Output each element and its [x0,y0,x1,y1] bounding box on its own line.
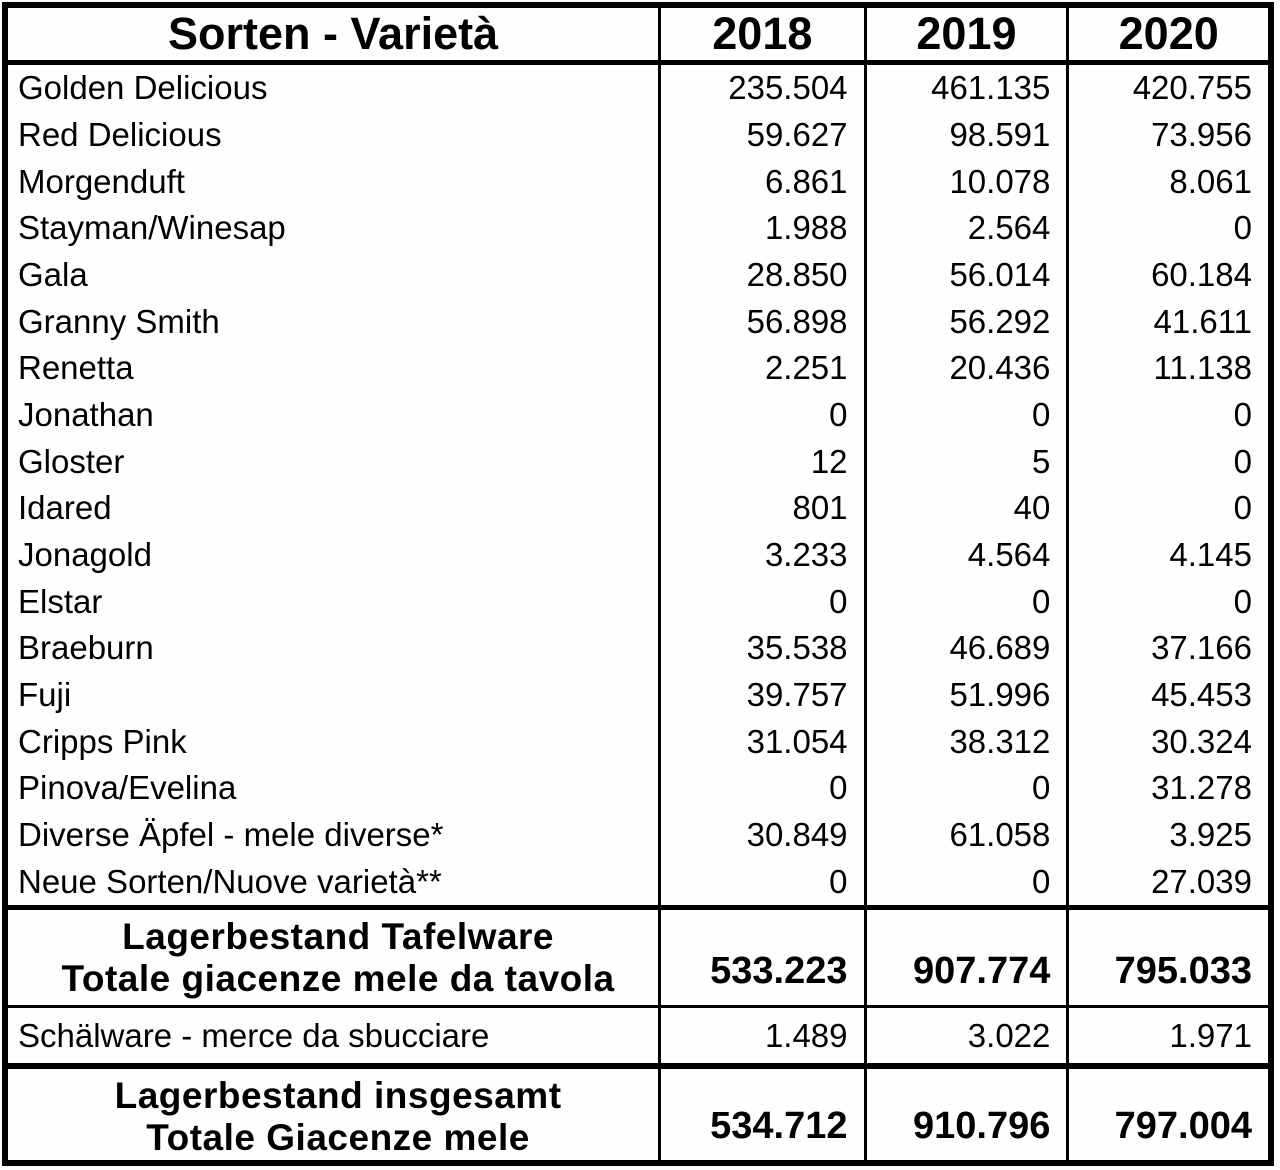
value-2020: 27.039 [1066,858,1268,905]
value-2018: 0 [658,392,863,439]
value-2018: 31.054 [658,718,863,765]
value-2019: 5 [864,438,1067,485]
apple-storage-table [2,2,1274,1166]
table-row [8,485,1268,532]
table-row [8,392,1268,439]
table-row [8,718,1268,765]
variety-name: Granny Smith [18,302,220,340]
value-2018: 28.850 [658,252,863,299]
variety-name: Gala [18,256,88,294]
variety-name: Jonagold [18,536,152,574]
value-2019: 56.014 [864,252,1067,299]
total-insgesamt-2020: 797.004 [1066,1069,1268,1160]
variety-name: Golden Delicious [18,69,268,107]
value-2019: 61.058 [864,812,1067,859]
value-2019: 98.591 [864,112,1067,159]
variety-name: Gloster [18,442,125,480]
variety-name: Elstar [18,582,103,620]
value-2019: 4.564 [864,532,1067,579]
value-2020: 420.755 [1066,65,1268,112]
value-2019: 20.436 [864,345,1067,392]
value-2018: 801 [658,485,863,532]
total-tafelware-label-de: Lagerbestand Tafelware [122,916,554,957]
variety-name: Idared [18,489,112,527]
schaelware-name: Schälware - merce da sbucciare [18,1016,490,1054]
value-2018: 39.757 [658,672,863,719]
value-2019: 51.996 [864,672,1067,719]
value-2020: 41.611 [1066,298,1268,345]
variety-name: Red Delicious [18,116,222,153]
table-row [8,532,1268,579]
value-2018: 1.988 [658,205,863,252]
value-2020: 3.925 [1066,812,1268,859]
value-2019: 461.135 [864,65,1067,112]
variety-name: Jonathan [18,396,154,434]
value-2020: 45.453 [1066,672,1268,719]
header-2019: 2019 [864,8,1067,60]
table-row [8,158,1268,205]
variety-name: Braeburn [18,629,154,667]
total-tafelware-row [8,905,1268,1005]
value-2020: 0 [1066,438,1268,485]
value-2020: 0 [1066,485,1268,532]
value-2018: 2.251 [658,345,863,392]
value-2019: 0 [864,578,1067,625]
value-2020: 0 [1066,205,1268,252]
table-row [8,205,1268,252]
variety-name: Pinova/Evelina [18,769,237,807]
total-tafelware-2019: 907.774 [864,910,1067,1005]
value-2020: 8.061 [1066,158,1268,205]
table-row [8,252,1268,299]
value-2019: 46.689 [864,625,1067,672]
variety-name: Renetta [18,349,134,387]
value-2019: 0 [864,392,1067,439]
value-2018: 0 [658,858,863,905]
variety-name: Cripps Pink [18,722,187,760]
value-2019: 0 [864,765,1067,812]
table-body [8,65,1268,905]
value-2018: 30.849 [658,812,863,859]
value-2018: 56.898 [658,298,863,345]
total-insgesamt-labels [8,1069,658,1160]
table-row [8,112,1268,159]
table-row [8,858,1268,905]
header-variety: Sorten - Varietà [168,8,499,59]
variety-name: Stayman/Winesap [18,209,286,247]
value-2018: 0 [658,765,863,812]
value-2018: 35.538 [658,625,863,672]
header-2018: 2018 [658,8,863,60]
total-insgesamt-2019: 910.796 [864,1069,1067,1160]
value-2018: 0 [658,578,863,625]
value-2019: 2.564 [864,205,1067,252]
value-2019: 10.078 [864,158,1067,205]
value-2019: 38.312 [864,718,1067,765]
schaelware-2018: 1.489 [658,1008,863,1063]
value-2018: 3.233 [658,532,863,579]
value-2020: 11.138 [1066,345,1268,392]
total-tafelware-label-it: Totale giacenze mele da tavola [61,958,615,999]
schaelware-row [8,1005,1268,1063]
value-2019: 0 [864,858,1067,905]
value-2020: 37.166 [1066,625,1268,672]
total-insgesamt-label-it: Totale Giacenze mele [146,1117,530,1158]
value-2018: 6.861 [658,158,863,205]
value-2020: 4.145 [1066,532,1268,579]
value-2018: 12 [658,438,863,485]
schaelware-2020: 1.971 [1066,1008,1268,1063]
schaelware-2019: 3.022 [864,1008,1067,1063]
table-row [8,672,1268,719]
table-header-row [8,8,1268,65]
table-row [8,578,1268,625]
value-2019: 40 [864,485,1067,532]
table-row [8,298,1268,345]
total-tafelware-2018: 533.223 [658,910,863,1005]
table-row [8,625,1268,672]
value-2019: 56.292 [864,298,1067,345]
value-2020: 30.324 [1066,718,1268,765]
total-tafelware-2020: 795.033 [1066,910,1268,1005]
variety-name: Neue Sorten/Nuove varietà** [18,862,442,900]
variety-name: Fuji [18,676,72,714]
total-insgesamt-2018: 534.712 [658,1069,863,1160]
table-row [8,438,1268,485]
table-row [8,765,1268,812]
total-tafelware-labels [8,910,658,1005]
total-insgesamt-label-de: Lagerbestand insgesamt [114,1075,562,1116]
variety-name: Morgenduft [18,162,185,200]
value-2020: 31.278 [1066,765,1268,812]
total-insgesamt-row [8,1063,1268,1160]
table-row [8,65,1268,112]
value-2018: 235.504 [658,65,863,112]
table-row [8,345,1268,392]
table-row [8,812,1268,859]
header-2020: 2020 [1066,8,1268,60]
value-2020: 0 [1066,578,1268,625]
variety-name: Diverse Äpfel - mele diverse* [18,816,444,854]
value-2020: 73.956 [1066,112,1268,159]
value-2020: 0 [1066,392,1268,439]
value-2020: 60.184 [1066,252,1268,299]
value-2018: 59.627 [658,112,863,159]
